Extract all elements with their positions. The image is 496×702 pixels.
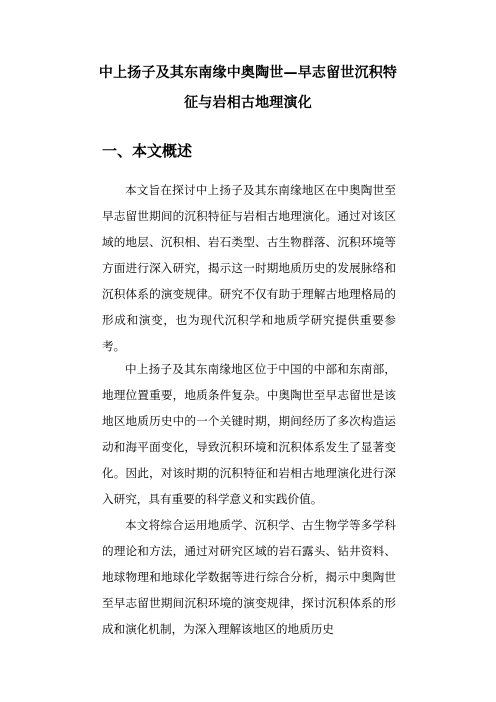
section-heading: 一、本文概述 [102, 142, 193, 160]
paragraph-3: 本文将综合运用地质学、沉积学、古生物学等多学科的理论和方法，通过对研究区域的岩石露头、钻井资料、地球物理和地球化学数据等进行综合分析，揭示中奥陶世至早志留世期间沉积环境的演变规律，探讨沉积体系的形成和演化机制，为深入理解该地区的地质历史 [102, 518, 396, 636]
document-title-line-2: 征与岩相古地理演化 [184, 95, 312, 111]
paragraph-2: 中上扬子及其东南缘地区位于中国的中部和东南部，地理位置重要，地质条件复杂。中奥陶世至早志留世是该地区地质历史中的一个关键时期，期间经历了多次构造运动和海平面变化，导致沉积环境和沉积体系发生了显著变化。因此，对该时期的沉积特征和岩相古地理演化进行深入研究，具有重要的科学意义和实践价值。 [102, 362, 396, 506]
document-title-line-1: 中上扬子及其东南缘中奥陶世—早志留世沉积特 [98, 65, 398, 81]
paragraph-1: 本文旨在探讨中上扬子及其东南缘地区在中奥陶世至早志留世期间的沉积特征与岩相古地理演化。通过对该区域的地层、沉积相、岩石类型、古生物群落、沉积环境等方面进行深入研究，揭示这一时期地质历史的发展脉络和沉积体系的演变规律。研究不仅有助于理解古地理格局的形成和演变，也为现代沉积学和地质学研究提供重要参考。 [102, 183, 396, 353]
